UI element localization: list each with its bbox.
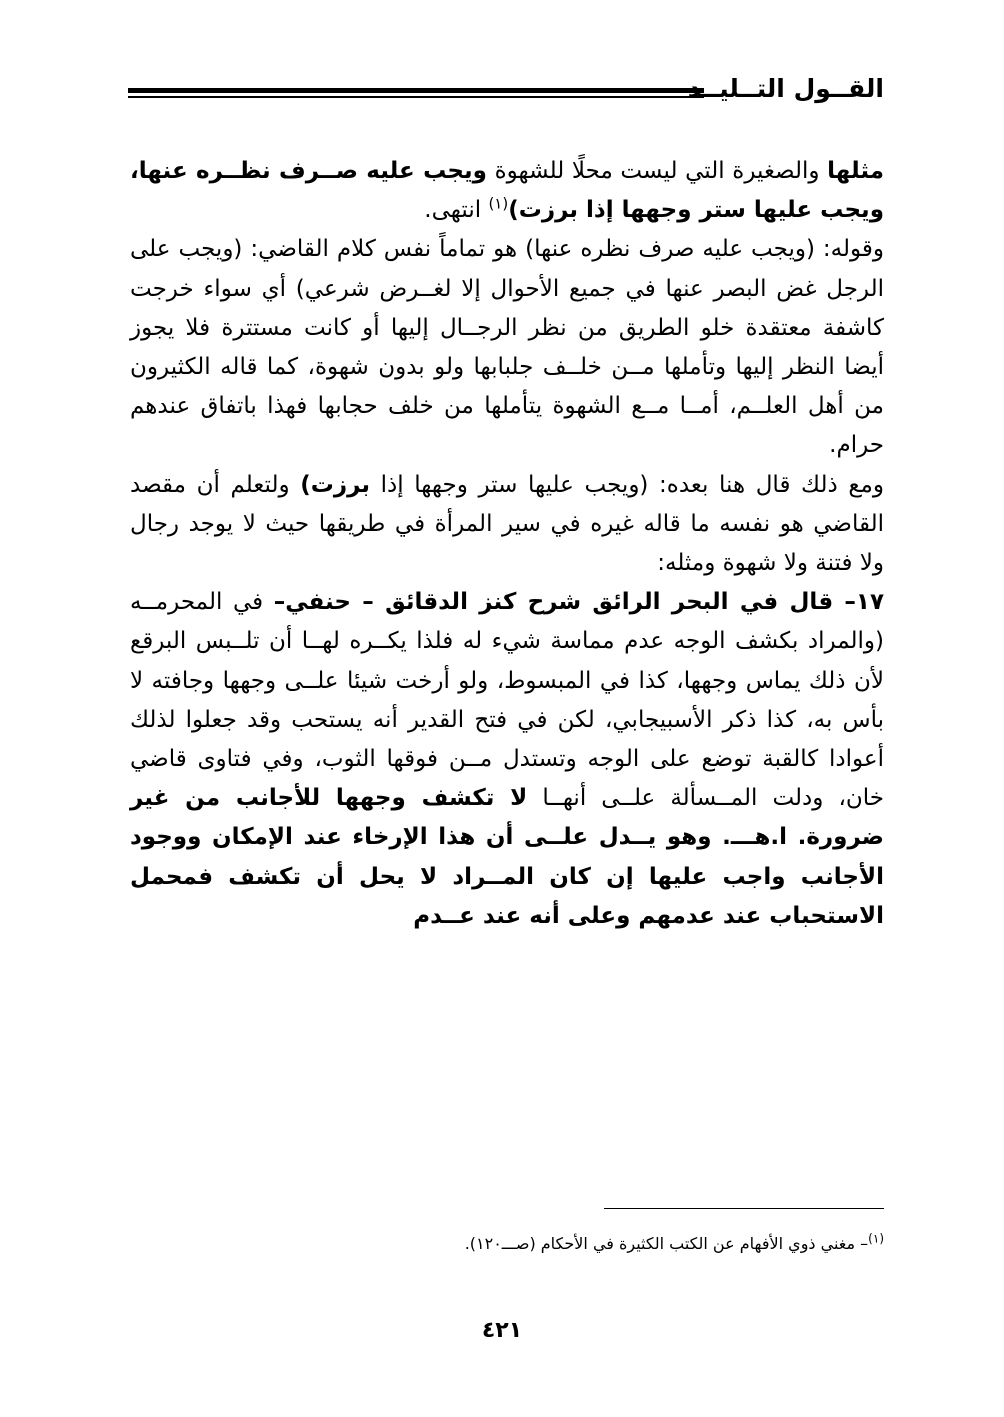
paragraph-3: [130, 466, 884, 584]
page-number: ٤٢١: [481, 1318, 523, 1343]
text-segment: ولتعلم أن مقصد القاضي هو نفسه ما قاله غيره في سير المرأة في طريقها حيث لا يوجد رجال ولا فتنة ولا شهوة ومثله:: [130, 471, 884, 577]
footnote: [130, 1232, 884, 1256]
header-rule-thin: [128, 96, 704, 98]
footnote-separator: [604, 1208, 884, 1209]
footnote-marker: (١): [868, 1231, 884, 1246]
footnote-reference: (١): [488, 194, 509, 213]
paragraph-4: [130, 583, 884, 936]
paragraph-2: [130, 230, 884, 465]
paragraph-1: [130, 152, 884, 230]
text-segment: ويجب عليه صــرف نظــره عنها، ويجب عليها ستر وجهها إذا برزت): [130, 158, 884, 224]
text-segment: لا تكشف وجهها للأجانب من غير ضرورة. ا.هـــ. وهو يــدل علــى أن هذا الإرخاء عند الإمكان ووجود الأجانب واجب عليها إن كان المــراد لا يحل أن تكشف فمحمل الاستحباب عند عدمهم وعلى أنه عند عــدم: [130, 785, 884, 929]
text-segment: ومع ذلك قال هنا بعده: (ويجب عليها ستر وجهها إذا: [370, 471, 884, 498]
text-segment: مثلها: [827, 158, 884, 184]
text-segment: برزت): [300, 471, 371, 498]
text-segment: وقوله: (ويجب عليه صرف نظره عنها) هو تماماً نفس كلام القاضي: (ويجب على الرجل غض البصر عنها في جميع الأحوال إلا لغــرض شرعي) أي سواء خرجت كاشفة معتقدة خلو الطريق من نظر الرجــال إليها أو كانت مستترة فلا يجوز أيضا النظر إليها وتأملها مــن خلــف جلبابها ولو بدون شهوة، كما قاله الكثيرون من أهل العلــم، أمــا مــع الشهوة يتأملها من خلف حجابها فهذا باتفاق عندهم حرام.: [130, 236, 884, 459]
page-header: [128, 70, 884, 110]
running-header-title: القــول التــليــد: [687, 74, 884, 103]
header-rule-thick: [128, 88, 704, 93]
main-text: [130, 152, 884, 936]
footnote-text: – مغني ذوي الأفهام عن الكتب الكثيرة في الأحكام (صـــ١٢٠).: [464, 1234, 869, 1253]
text-segment: انتهى.: [424, 197, 489, 224]
text-segment: في المحرمــه (والمراد بكشف الوجه عدم مماسة شيء له فلذا يكــره لهــا أن تلــبس البرقع لأن ذلك يماس وجهها، كذا في المبسوط، ولو أرخت شيئا علــى وجهها وجافته لا بأس به، كذا ذكر الأسبيجابي، لكن في فتح القدير أنه يستحب وقد جعلوا لذلك أعوادا كالقبة توضع على الوجه وتستدل مــن فوقها الثوب، وفي فتاوى قاضي خان، ودلت المــسألة علــى أنهــا: [130, 589, 884, 812]
text-segment: والصغيرة التي ليست محلًا للشهوة: [486, 158, 828, 184]
text-segment: ١٧– قال في البحر الرائق شرح كنز الدقائق – حنفي–: [273, 589, 884, 616]
